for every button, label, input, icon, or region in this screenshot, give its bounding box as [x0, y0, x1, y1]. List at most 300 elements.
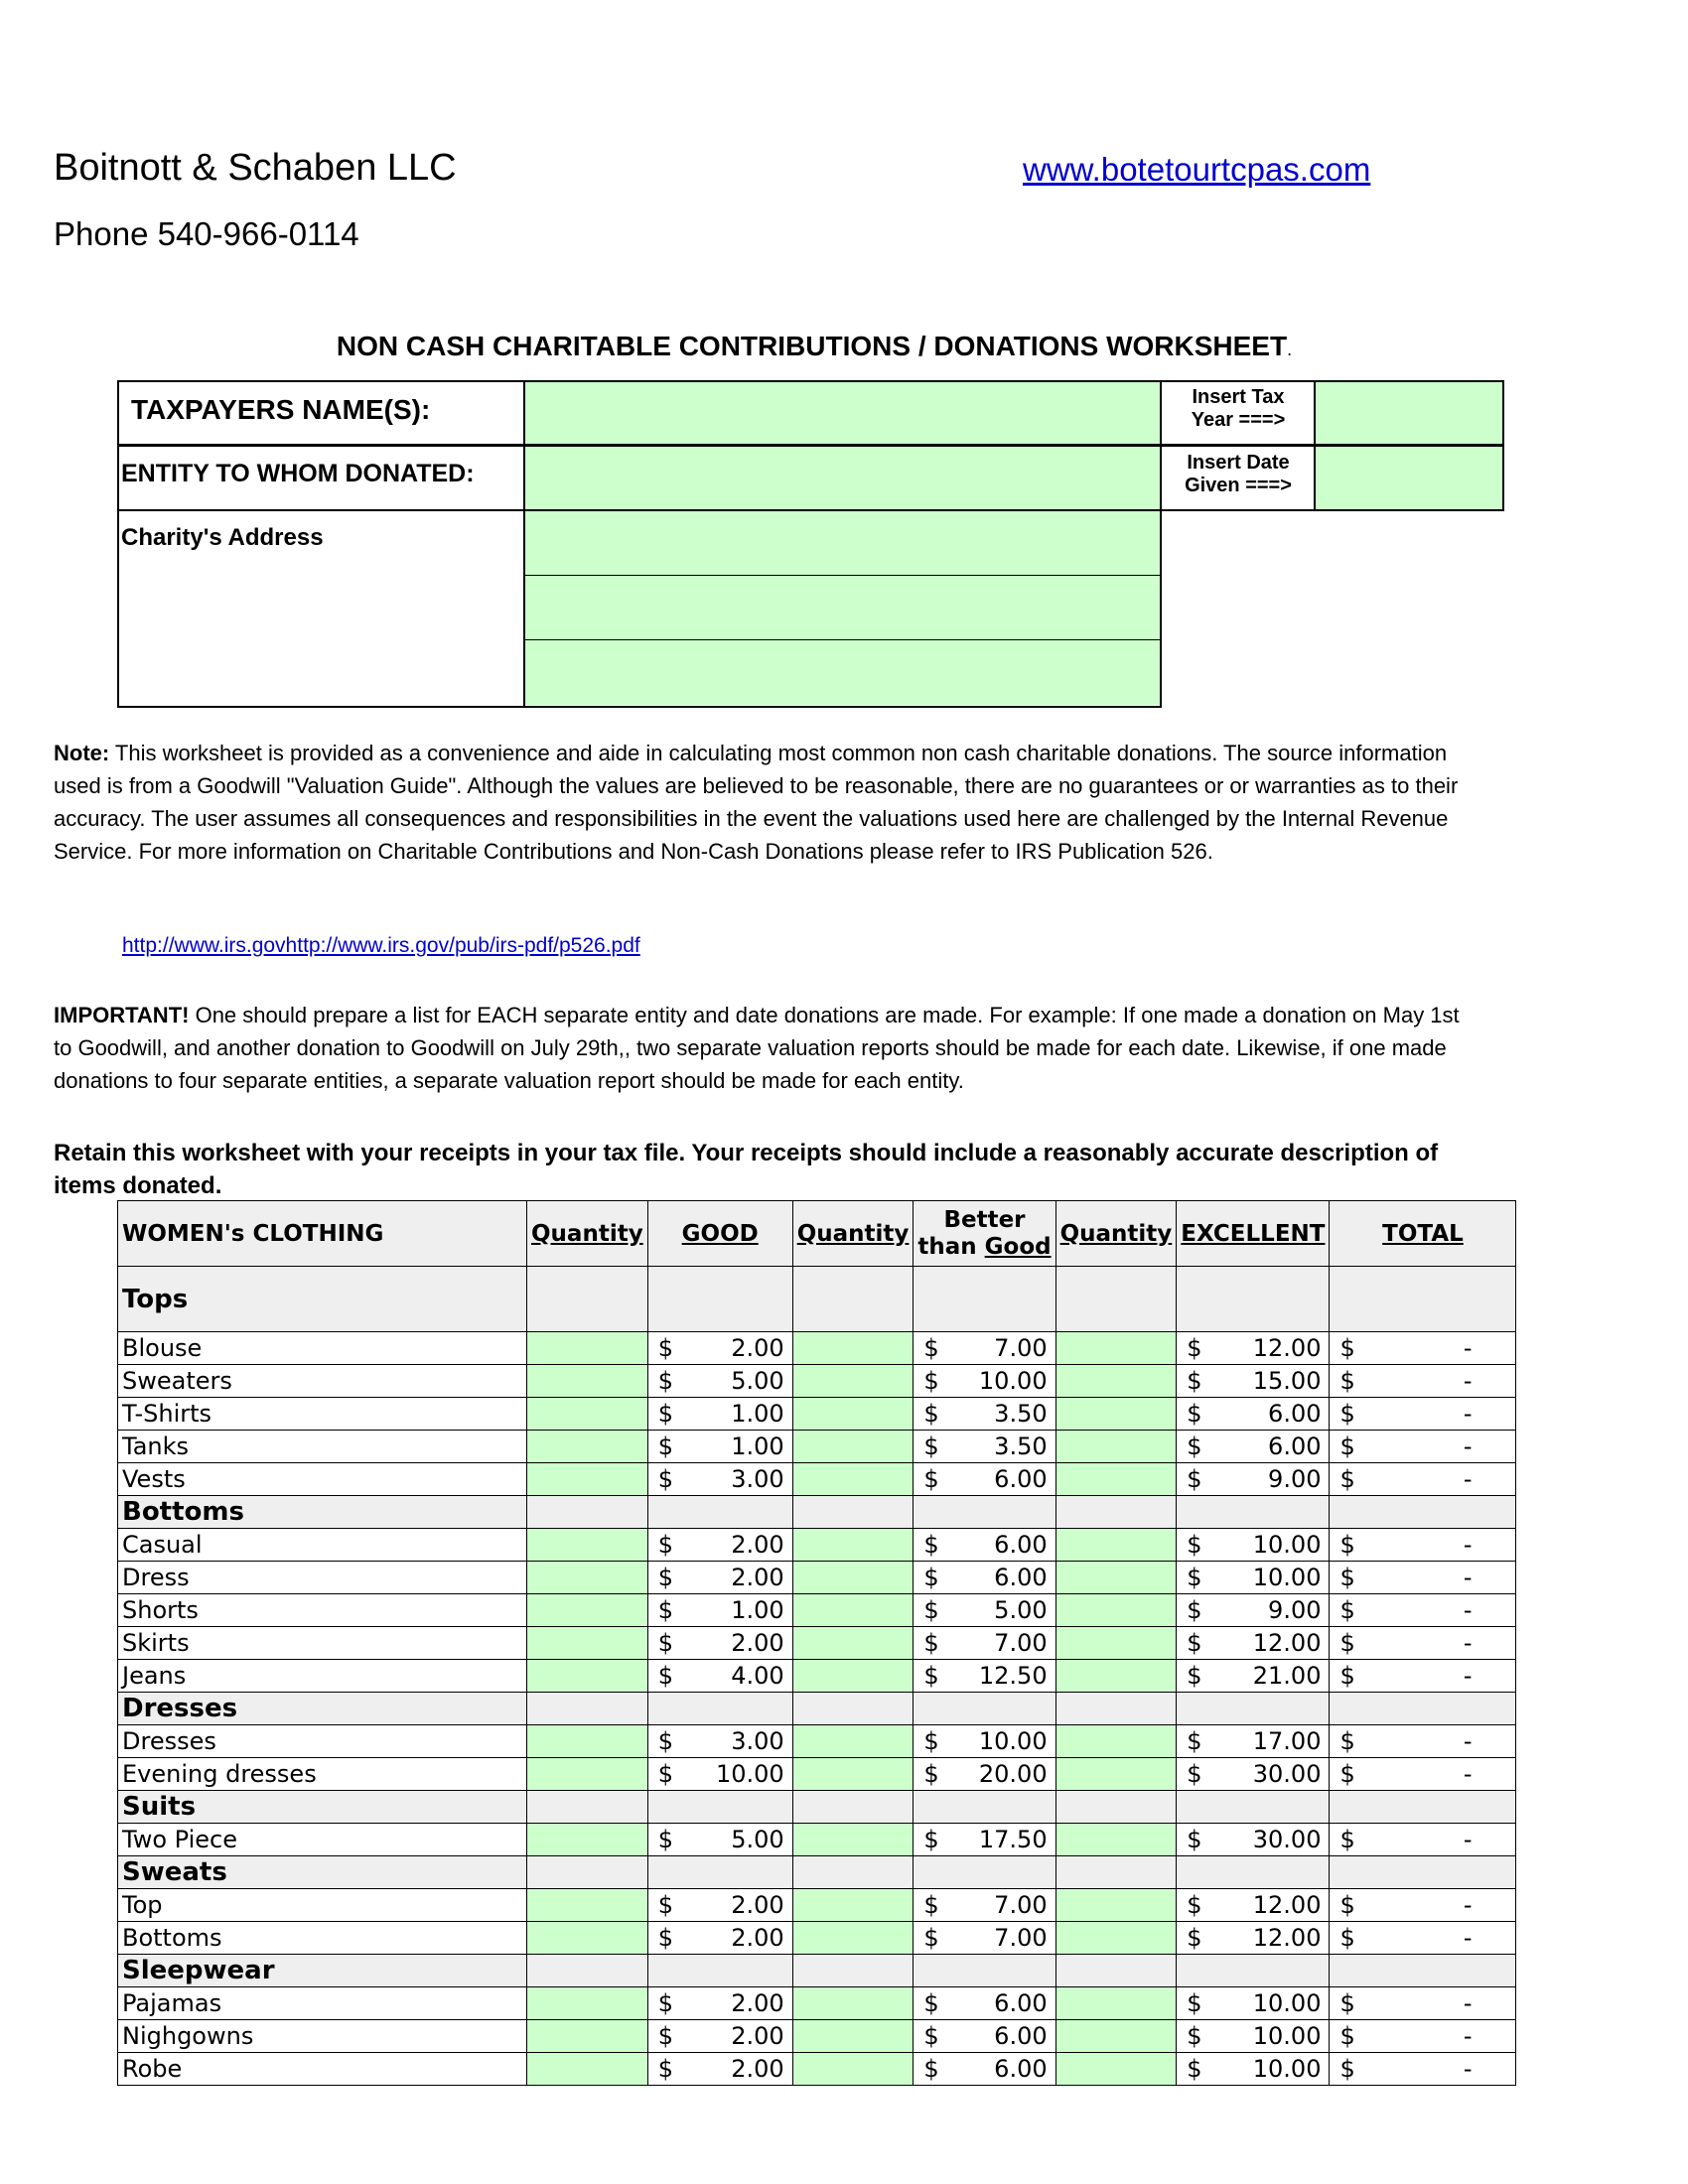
qty-better-input[interactable] — [792, 2020, 914, 2053]
table-row — [118, 1529, 1516, 1562]
amount: 6.00 — [1268, 1400, 1322, 1428]
qty-better-input[interactable] — [792, 1463, 914, 1496]
amount: 9.00 — [1268, 1465, 1322, 1493]
item-name: Casual — [118, 1529, 527, 1562]
qty-better-input[interactable] — [792, 1529, 914, 1562]
qty-good-input[interactable] — [527, 1660, 648, 1693]
taxpayers-label: TAXPAYERS NAME(S): — [131, 394, 431, 425]
table-row — [118, 1431, 1516, 1463]
excellent-value — [1181, 1629, 1325, 1657]
title-text: NON CASH CHARITABLE CONTRIBUTIONS / DONATIONS WORKSHEET — [336, 331, 1288, 361]
qty-excellent-input[interactable] — [1055, 1594, 1177, 1627]
section-empty-cell — [1055, 1856, 1177, 1889]
total-value — [1334, 1989, 1511, 2017]
irs-publication-link[interactable]: http://www.irs.govhttp://www.irs.gov/pub/irs-pdf/p526.pdf — [122, 934, 640, 957]
amount: - — [1463, 1465, 1473, 1493]
qty-better-input[interactable] — [792, 1660, 914, 1693]
currency-symbol: $ — [657, 1564, 673, 1591]
table-header-row — [118, 1201, 1516, 1267]
total-value — [1334, 2055, 1511, 2083]
amount: - — [1463, 1662, 1473, 1690]
entity-input[interactable] — [525, 447, 1160, 509]
good-value — [652, 1760, 788, 1788]
amount: 30.00 — [1252, 1826, 1322, 1853]
better-value-cell — [914, 1332, 1055, 1365]
section-empty-cell — [1330, 1856, 1516, 1889]
qty-good-input[interactable] — [527, 1824, 648, 1856]
qty-excellent-input[interactable] — [1055, 1725, 1177, 1758]
excellent-value — [1181, 1596, 1325, 1624]
address-line1-input[interactable] — [525, 511, 1160, 576]
btg-line2 — [917, 1234, 1051, 1261]
qty-better-input[interactable] — [792, 1431, 914, 1463]
excellent-value — [1181, 1367, 1325, 1395]
item-name: Dress — [118, 1562, 527, 1594]
section-label: Suits — [118, 1791, 527, 1824]
section-empty-cell — [792, 1856, 914, 1889]
qty-good-input[interactable] — [527, 1889, 648, 1922]
qty-excellent-input[interactable] — [1055, 2053, 1177, 2086]
currency-symbol: $ — [1187, 1760, 1202, 1788]
good-value — [652, 1891, 788, 1919]
excellent-value — [1181, 2055, 1325, 2083]
btg-good: Good — [984, 1233, 1052, 1260]
excellent-value-cell — [1177, 1660, 1330, 1693]
total-value-cell — [1330, 1332, 1516, 1365]
qty-good-input[interactable] — [527, 1922, 648, 1955]
item-name: Robe — [118, 2053, 527, 2086]
section-empty-cell — [792, 1955, 914, 1987]
section-empty-cell — [647, 1856, 792, 1889]
currency-symbol: $ — [1339, 1989, 1355, 2017]
better-value — [917, 1596, 1051, 1624]
table-row — [118, 1594, 1516, 1627]
currency-symbol: $ — [657, 1662, 673, 1690]
section-row-bottoms — [118, 1496, 1516, 1529]
amount: 2.00 — [731, 1989, 784, 2017]
col-header-good — [647, 1201, 792, 1267]
better-value-cell — [914, 1889, 1055, 1922]
table-row — [118, 1824, 1516, 1856]
qty-better-input[interactable] — [792, 1758, 914, 1791]
amount: 6.00 — [1268, 1433, 1322, 1460]
excellent-value-cell — [1177, 1627, 1330, 1660]
note-paragraph — [54, 737, 1483, 868]
better-value — [917, 1727, 1051, 1755]
address-line2-input[interactable] — [525, 576, 1160, 640]
good-value — [652, 1465, 788, 1493]
currency-symbol: $ — [1339, 1367, 1355, 1395]
amount: 10.00 — [978, 1367, 1048, 1395]
table-row — [118, 1987, 1516, 2020]
section-empty-cell — [1177, 1791, 1330, 1824]
item-name: Top — [118, 1889, 527, 1922]
qty-good-input[interactable] — [527, 2053, 648, 2086]
amount: - — [1463, 1924, 1473, 1952]
qty-good-input[interactable] — [527, 1627, 648, 1660]
good-value — [652, 1596, 788, 1624]
currency-symbol: $ — [657, 2055, 673, 2083]
table-row — [118, 1463, 1516, 1496]
section-empty-cell — [1177, 1856, 1330, 1889]
good-value — [652, 1367, 788, 1395]
amount: 2.00 — [731, 2022, 784, 2050]
taxpayers-name-input[interactable] — [525, 382, 1160, 444]
total-value-cell — [1330, 1431, 1516, 1463]
currency-symbol: $ — [1187, 1564, 1202, 1591]
good-value — [652, 2055, 788, 2083]
amount: 12.00 — [1252, 1924, 1322, 1952]
amount: 7.00 — [994, 1334, 1048, 1362]
section-empty-cell — [1330, 1693, 1516, 1725]
qty-excellent-input[interactable] — [1055, 1922, 1177, 1955]
amount: 2.00 — [731, 1334, 784, 1362]
qty-good-input[interactable] — [527, 1562, 648, 1594]
qty-good-input[interactable] — [527, 1529, 648, 1562]
total-value-cell — [1330, 1562, 1516, 1594]
col-header-total — [1330, 1201, 1516, 1267]
amount: 2.00 — [731, 2055, 784, 2083]
total-value-cell — [1330, 2053, 1516, 2086]
amount: - — [1463, 1891, 1473, 1919]
better-value-cell — [914, 1398, 1055, 1431]
better-value — [917, 1662, 1051, 1690]
qty-better-input[interactable] — [792, 1889, 914, 1922]
excellent-value-cell — [1177, 1889, 1330, 1922]
qty-excellent-input[interactable] — [1055, 1463, 1177, 1496]
amount: - — [1463, 1334, 1473, 1362]
better-value — [917, 1531, 1051, 1559]
section-empty-cell — [1177, 1496, 1330, 1529]
excellent-value — [1181, 1400, 1325, 1428]
page-title — [0, 331, 1628, 362]
amount: 17.00 — [1252, 1727, 1322, 1755]
amount: 3.00 — [731, 1465, 784, 1493]
qty-good-input[interactable] — [527, 1398, 648, 1431]
amount: 7.00 — [994, 1924, 1048, 1952]
better-value-cell — [914, 1365, 1055, 1398]
excellent-value — [1181, 2022, 1325, 2050]
amount: 17.50 — [978, 1826, 1048, 1853]
qty-excellent-input[interactable] — [1055, 1365, 1177, 1398]
total-value — [1334, 1334, 1511, 1362]
qty-good-input[interactable] — [527, 1332, 648, 1365]
amount: 7.00 — [994, 1629, 1048, 1657]
currency-symbol: $ — [1339, 1727, 1355, 1755]
better-value — [917, 1433, 1051, 1460]
qty-better-input[interactable] — [792, 1824, 914, 1856]
tax-year-label-line1: Insert Tax — [1192, 386, 1285, 408]
important-paragraph — [54, 999, 1483, 1097]
section-empty-cell — [1330, 1791, 1516, 1824]
currency-symbol: $ — [1187, 2055, 1202, 2083]
amount: 1.00 — [731, 1596, 784, 1624]
better-value — [917, 2055, 1051, 2083]
section-empty-cell — [1330, 1267, 1516, 1332]
currency-symbol: $ — [1339, 1826, 1355, 1853]
item-name: Vests — [118, 1463, 527, 1496]
qty-better-input[interactable] — [792, 1332, 914, 1365]
col-header-excellent — [1177, 1201, 1330, 1267]
amount: 4.00 — [731, 1662, 784, 1690]
qty-good-input[interactable] — [527, 1987, 648, 2020]
total-value — [1334, 1564, 1511, 1591]
total-value-cell — [1330, 1627, 1516, 1660]
excellent-value-cell — [1177, 1365, 1330, 1398]
important-label: IMPORTANT! — [54, 1003, 190, 1027]
better-value — [917, 1760, 1051, 1788]
amount: 5.00 — [731, 1826, 784, 1853]
currency-symbol: $ — [657, 1989, 673, 2017]
qty-better-input[interactable] — [792, 1594, 914, 1627]
total-value-cell — [1330, 1398, 1516, 1431]
qty-good-input[interactable] — [527, 1463, 648, 1496]
amount: 12.00 — [1252, 1629, 1322, 1657]
qty-better-input[interactable] — [792, 1922, 914, 1955]
col-header-qty-better — [792, 1201, 914, 1267]
qty-better-input[interactable] — [792, 1725, 914, 1758]
total-value — [1334, 1531, 1511, 1559]
date-label-line1: Insert Date — [1187, 452, 1290, 474]
currency-symbol: $ — [1339, 1531, 1355, 1559]
qty-excellent-input[interactable] — [1055, 1332, 1177, 1365]
currency-symbol: $ — [657, 1367, 673, 1395]
table-row — [118, 1725, 1516, 1758]
excellent-value-cell — [1177, 1594, 1330, 1627]
section-empty-cell — [647, 1955, 792, 1987]
amount: 12.00 — [1252, 1891, 1322, 1919]
section-empty-cell — [792, 1267, 914, 1332]
amount: - — [1463, 1989, 1473, 2017]
qty-excellent-input[interactable] — [1055, 1758, 1177, 1791]
good-value-cell — [647, 1398, 792, 1431]
currency-symbol: $ — [923, 1367, 939, 1395]
currency-symbol: $ — [657, 2022, 673, 2050]
address-label: Charity's Address — [121, 524, 324, 551]
total-value — [1334, 1596, 1511, 1624]
excellent-value-cell — [1177, 1758, 1330, 1791]
section-label: Tops — [118, 1267, 527, 1332]
amount: 2.00 — [731, 1629, 784, 1657]
date-given-label — [1164, 452, 1313, 497]
amount: 1.00 — [731, 1400, 784, 1428]
currency-symbol: $ — [1187, 1334, 1202, 1362]
qty-better-label: Quantity — [796, 1220, 910, 1247]
currency-symbol: $ — [1187, 1662, 1202, 1690]
amount: 7.00 — [994, 1891, 1048, 1919]
tax-year-input[interactable] — [1316, 382, 1502, 444]
qty-good-input[interactable] — [527, 1758, 648, 1791]
excellent-value-cell — [1177, 1725, 1330, 1758]
qty-excellent-input[interactable] — [1055, 2020, 1177, 2053]
better-value — [917, 1334, 1051, 1362]
qty-excellent-input[interactable] — [1055, 1562, 1177, 1594]
currency-symbol: $ — [1339, 1564, 1355, 1591]
amount: 3.50 — [994, 1433, 1048, 1460]
qty-excellent-input[interactable] — [1055, 1398, 1177, 1431]
better-value — [917, 1564, 1051, 1591]
better-value-cell — [914, 1824, 1055, 1856]
womens-clothing-table — [117, 1200, 1516, 2086]
total-value-cell — [1330, 1594, 1516, 1627]
amount: 1.00 — [731, 1433, 784, 1460]
currency-symbol: $ — [657, 1629, 673, 1657]
currency-symbol: $ — [1187, 1367, 1202, 1395]
table-row — [118, 1627, 1516, 1660]
good-value — [652, 1826, 788, 1853]
currency-symbol: $ — [1187, 1826, 1202, 1853]
better-value — [917, 1629, 1051, 1657]
amount: 3.00 — [731, 1727, 784, 1755]
qty-excellent-input[interactable] — [1055, 1660, 1177, 1693]
better-value-cell — [914, 1431, 1055, 1463]
better-value-cell — [914, 1463, 1055, 1496]
good-value — [652, 1433, 788, 1460]
qty-better-input[interactable] — [792, 1398, 914, 1431]
qty-excellent-input[interactable] — [1055, 1627, 1177, 1660]
item-name: Shorts — [118, 1594, 527, 1627]
section-empty-cell — [527, 1856, 648, 1889]
good-value-cell — [647, 1431, 792, 1463]
currency-symbol: $ — [1187, 1891, 1202, 1919]
good-value-cell — [647, 1758, 792, 1791]
amount: 10.00 — [1252, 1564, 1322, 1591]
section-row-tops — [118, 1267, 1516, 1332]
currency-symbol: $ — [657, 1826, 673, 1853]
amount: - — [1463, 1760, 1473, 1788]
qty-excellent-input[interactable] — [1055, 1431, 1177, 1463]
excellent-value — [1181, 1564, 1325, 1591]
good-value-cell — [647, 1463, 792, 1496]
qty-good-input[interactable] — [527, 1725, 648, 1758]
currency-symbol: $ — [1187, 1531, 1202, 1559]
excellent-value — [1181, 1433, 1325, 1460]
excellent-value-cell — [1177, 2020, 1330, 2053]
good-value-cell — [647, 1824, 792, 1856]
website-link[interactable]: www.botetourtcpas.com — [1023, 151, 1371, 188]
qty-excellent-input[interactable] — [1055, 1889, 1177, 1922]
excellent-value — [1181, 1891, 1325, 1919]
item-name: Evening dresses — [118, 1758, 527, 1791]
amount: 6.00 — [994, 2055, 1048, 2083]
currency-symbol: $ — [1339, 2022, 1355, 2050]
table-row — [118, 1365, 1516, 1398]
company-name: Boitnott & Schaben LLC — [54, 147, 457, 189]
currency-symbol: $ — [1339, 1662, 1355, 1690]
currency-symbol: $ — [1339, 1891, 1355, 1919]
amount: - — [1463, 1727, 1473, 1755]
excellent-value-cell — [1177, 1529, 1330, 1562]
amount: - — [1463, 1531, 1473, 1559]
section-empty-cell — [1055, 1693, 1177, 1725]
qty-good-input[interactable] — [527, 2020, 648, 2053]
excellent-value — [1181, 1924, 1325, 1952]
currency-symbol: $ — [657, 1465, 673, 1493]
item-name: Pajamas — [118, 1987, 527, 2020]
qty-better-input[interactable] — [792, 1987, 914, 2020]
total-value — [1334, 1465, 1511, 1493]
good-label: GOOD — [681, 1220, 759, 1247]
good-value — [652, 1629, 788, 1657]
qty-excellent-input[interactable] — [1055, 1529, 1177, 1562]
currency-symbol: $ — [1339, 1629, 1355, 1657]
total-value — [1334, 1924, 1511, 1952]
total-value — [1334, 1400, 1511, 1428]
item-name: Skirts — [118, 1627, 527, 1660]
section-empty-cell — [1055, 1496, 1177, 1529]
table-row — [118, 1562, 1516, 1594]
amount: 10.00 — [1252, 1989, 1322, 2017]
currency-symbol: $ — [923, 2055, 939, 2083]
address-line3-input[interactable] — [525, 640, 1160, 705]
excellent-value — [1181, 1760, 1325, 1788]
qty-excellent-input[interactable] — [1055, 1824, 1177, 1856]
better-value-cell — [914, 1922, 1055, 1955]
section-empty-cell — [914, 1856, 1055, 1889]
better-value-cell — [914, 1758, 1055, 1791]
amount: - — [1463, 2055, 1473, 2083]
currency-symbol: $ — [657, 1433, 673, 1460]
currency-symbol: $ — [1187, 1433, 1202, 1460]
currency-symbol: $ — [657, 1334, 673, 1362]
qty-better-input[interactable] — [792, 2053, 914, 2086]
good-value — [652, 2022, 788, 2050]
currency-symbol: $ — [923, 1465, 939, 1493]
better-value-cell — [914, 2053, 1055, 2086]
section-empty-cell — [1055, 1791, 1177, 1824]
table-row — [118, 1332, 1516, 1365]
currency-symbol: $ — [923, 1564, 939, 1591]
currency-symbol: $ — [923, 1989, 939, 2017]
excellent-value — [1181, 1531, 1325, 1559]
section-empty-cell — [792, 1791, 914, 1824]
good-value-cell — [647, 1594, 792, 1627]
qty-better-input[interactable] — [792, 1365, 914, 1398]
section-empty-cell — [792, 1496, 914, 1529]
col-header-better-than-good — [914, 1201, 1055, 1267]
currency-symbol: $ — [1339, 1760, 1355, 1788]
total-value-cell — [1330, 1987, 1516, 2020]
amount: 10.00 — [1252, 2055, 1322, 2083]
qty-better-input[interactable] — [792, 1627, 914, 1660]
currency-symbol: $ — [657, 1596, 673, 1624]
date-label-line2: Given ===> — [1185, 475, 1292, 496]
amount: - — [1463, 1596, 1473, 1624]
excellent-value-cell — [1177, 1824, 1330, 1856]
currency-symbol: $ — [923, 1891, 939, 1919]
total-value-cell — [1330, 1660, 1516, 1693]
date-given-input[interactable] — [1316, 447, 1502, 509]
section-empty-cell — [1055, 1267, 1177, 1332]
qty-better-input[interactable] — [792, 1562, 914, 1594]
good-value-cell — [647, 1529, 792, 1562]
qty-excellent-input[interactable] — [1055, 1987, 1177, 2020]
total-value — [1334, 2022, 1511, 2050]
good-value — [652, 1924, 788, 1952]
note-label: Note: — [54, 741, 110, 765]
currency-symbol: $ — [1187, 1989, 1202, 2017]
qty-good-input[interactable] — [527, 1365, 648, 1398]
amount: 15.00 — [1252, 1367, 1322, 1395]
total-value-cell — [1330, 1725, 1516, 1758]
col-header-qty-good — [527, 1201, 648, 1267]
qty-good-input[interactable] — [527, 1594, 648, 1627]
currency-symbol: $ — [1187, 1727, 1202, 1755]
qty-good-input[interactable] — [527, 1431, 648, 1463]
amount: 5.00 — [731, 1367, 784, 1395]
table-row — [118, 2020, 1516, 2053]
good-value — [652, 1989, 788, 2017]
